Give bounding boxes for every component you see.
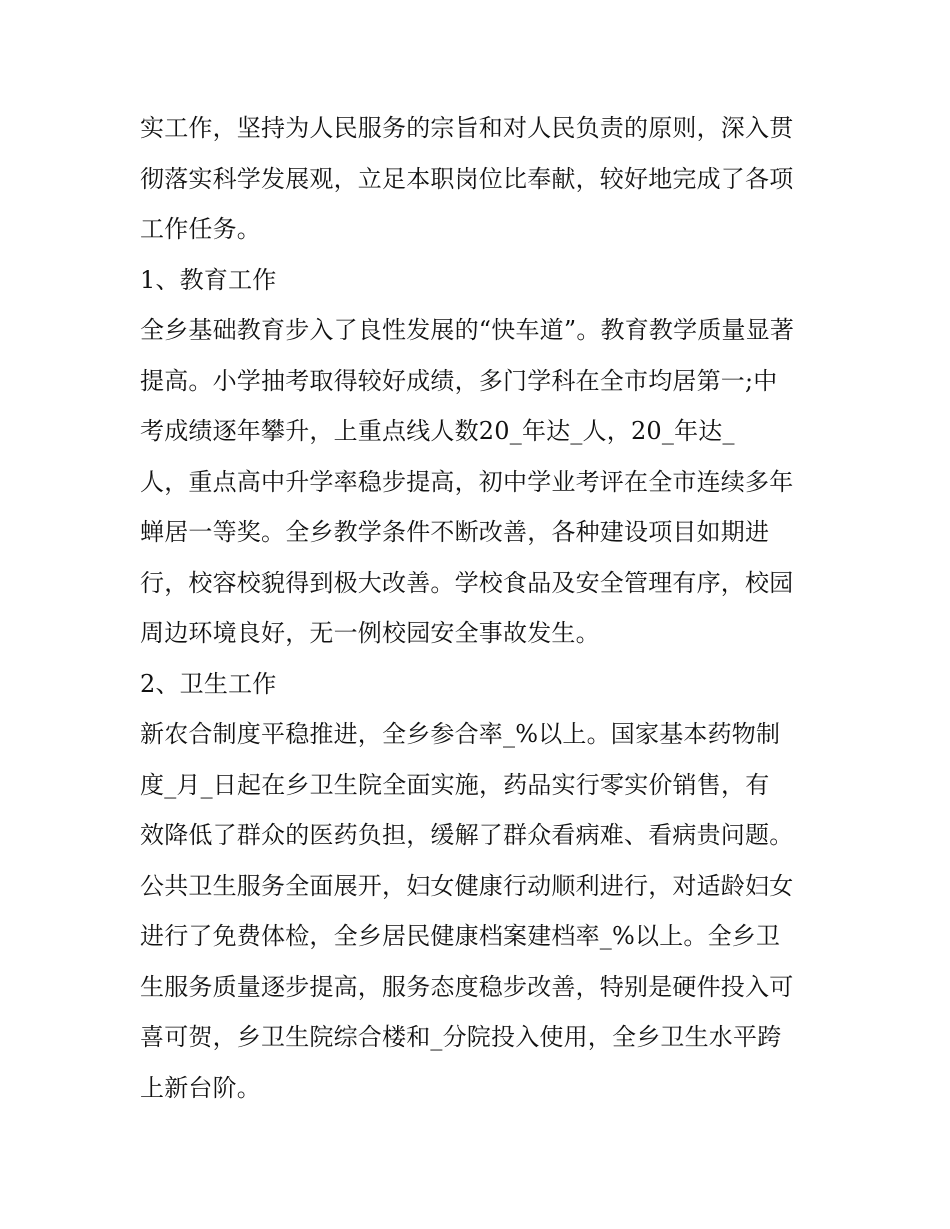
- text-line: 新农合制度平稳推进，全乡参合率_%以上。国家基本药物制: [140, 720, 781, 748]
- text-line: 工作任务。: [140, 215, 261, 243]
- text-line: 全乡基础教育步入了良性发展的“快车道”。教育教学质量显著: [140, 316, 795, 344]
- text-line: 喜可贺，乡卫生院综合楼和_分院投入使用，全乡卫生水平跨: [140, 1023, 782, 1051]
- text-line: 度_月_日起在乡卫生院全面实施，药品实行零实价销售，有: [140, 770, 770, 799]
- text-line: 行，校容校貌得到极大改善。学校食品及安全管理有序，校园: [140, 568, 794, 597]
- text-line: 生服务质量逐步提高，服务态度稳步改善，特别是硬件投入可: [140, 972, 794, 1001]
- text-line: 公共卫生服务全面展开，妇女健康行动顺利进行，对适龄妇女: [140, 871, 794, 900]
- text-line: 实工作，坚持为人民服务的宗旨和对人民负责的原则，深入贯: [140, 114, 794, 142]
- text-line: 效降低了群众的医药负担，缓解了群众看病难、看病贵问题。: [140, 821, 794, 849]
- text-line: 上新台阶。: [140, 1073, 261, 1102]
- text-line: 周边环境良好，无一例校园安全事故发生。: [140, 619, 600, 647]
- text-line: 考成绩逐年攀升，上重点线人数20_年达_人，20_年达_: [140, 417, 735, 445]
- text-line: 人，重点高中升学率稳步提高，初中学业考评在全市连续多年: [140, 467, 794, 496]
- document-body: [140, 103, 820, 1113]
- text-line: 提高。小学抽考取得较好成绩，多门学科在全市均居第一;中: [140, 366, 778, 395]
- text-line: 彻落实科学发展观，立足本职岗位比奉献，较好地完成了各项: [140, 164, 794, 193]
- text-line: 进行了免费体检，全乡居民健康档案建档率_%以上。全乡卫: [140, 922, 781, 950]
- text-line: 蝉居一等奖。全乡教学条件不断改善，各种建设项目如期进: [140, 518, 770, 546]
- section-heading-health: 2、卫生工作: [140, 669, 277, 698]
- section-heading-education: 1、教育工作: [140, 265, 277, 294]
